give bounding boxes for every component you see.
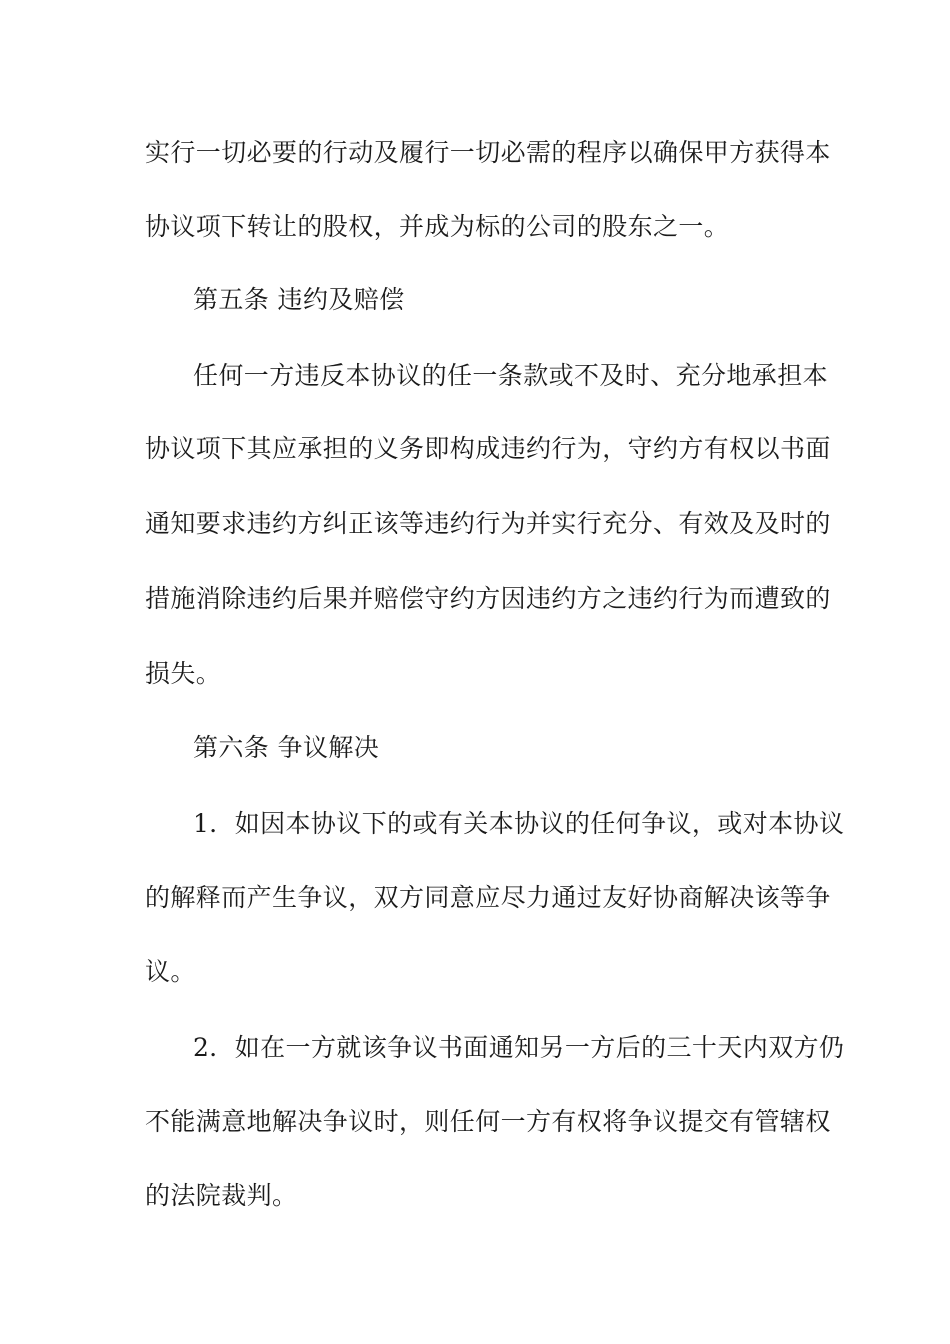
paragraph-line: 议。 <box>145 957 196 986</box>
section-heading-article-6: 第六条 争议解决 <box>193 733 380 762</box>
paragraph-line: 不能满意地解决争议时，则任何一方有权将争议提交有管辖权 <box>145 1107 831 1136</box>
paragraph-line: 的法院裁判。 <box>145 1181 298 1210</box>
paragraph-line: 损失。 <box>145 659 222 688</box>
section-heading-article-5: 第五条 违约及赔偿 <box>193 285 405 314</box>
paragraph-line: 任何一方违反本协议的任一条款或不及时、充分地承担本 <box>193 361 829 390</box>
paragraph-line: 通知要求违约方纠正该等违约行为并实行充分、有效及及时的 <box>145 509 831 538</box>
paragraph-line: 措施消除违约后果并赔偿守约方因违约方之违约行为而遭致的 <box>145 584 831 613</box>
paragraph-line: 2．如在一方就该争议书面通知另一方后的三十天内双方仍 <box>193 1033 845 1062</box>
paragraph-line: 协议项下其应承担的义务即构成违约行为，守约方有权以书面 <box>145 434 831 463</box>
paragraph-line: 协议项下转让的股权，并成为标的公司的股东之一。 <box>145 212 730 241</box>
paragraph-line: 1．如因本协议下的或有关本协议的任何争议，或对本协议 <box>193 809 845 838</box>
paragraph-line: 的解释而产生争议，双方同意应尽力通过友好协商解决该等争 <box>145 883 831 912</box>
paragraph-line: 实行一切必要的行动及履行一切必需的程序以确保甲方获得本 <box>145 138 831 167</box>
